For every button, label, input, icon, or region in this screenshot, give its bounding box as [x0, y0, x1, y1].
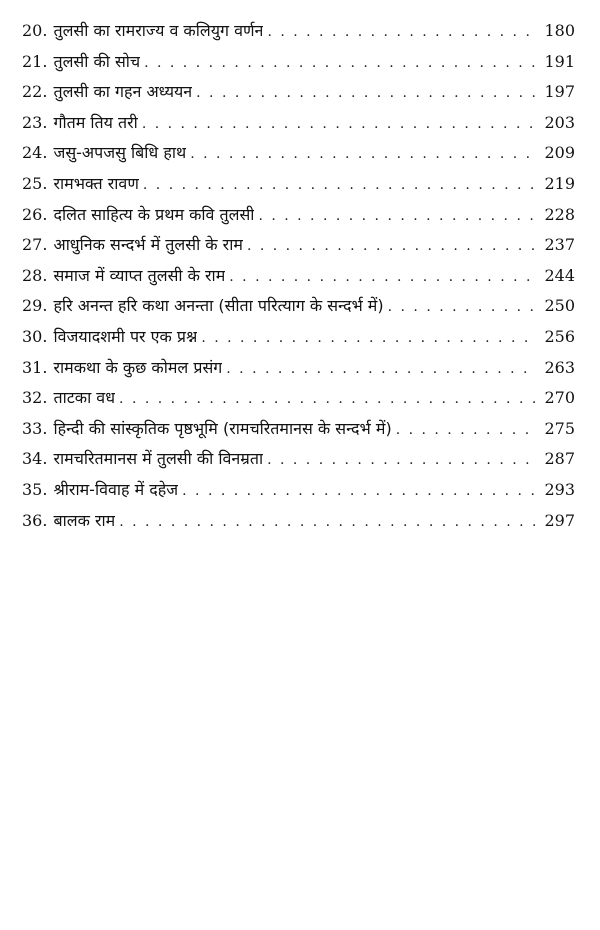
- toc-entry-35: [22, 475, 575, 506]
- toc-entry-page: 270: [544, 388, 575, 408]
- toc-dot-leader: [392, 415, 535, 445]
- toc-entry-title: हिन्दी की सांस्कृतिक पृष्ठभूमि (रामचरितमानस के सन्दर्भ में): [53, 418, 392, 438]
- toc-entry-title: रामचरितमानस में तुलसी की विनम्रता: [53, 449, 264, 469]
- toc-entry-26: [22, 200, 575, 231]
- toc-entry-page: 287: [544, 449, 575, 469]
- toc-entry-31: [22, 353, 575, 384]
- toc-dot-leader: [384, 292, 535, 322]
- toc-entry-page: 263: [544, 357, 575, 377]
- toc-dot-leader: [192, 78, 535, 108]
- toc-entry-title: जसु-अपजसु बिधि हाथ: [53, 143, 187, 163]
- toc-entry-title: तुलसी का रामराज्य व कलियुग वर्णन: [53, 21, 264, 40]
- toc-entry-20: [22, 16, 575, 47]
- toc-entry-page: 293: [544, 479, 575, 499]
- toc-entry-number: 32.: [22, 388, 48, 408]
- toc-dot-leader: [254, 201, 535, 231]
- toc-entry-number: 23.: [22, 112, 48, 132]
- toc-entry-title: समाज में व्याप्त तुलसी के राम: [53, 265, 226, 285]
- toc-entry-page: 297: [544, 510, 575, 530]
- toc-dot-leader: [115, 507, 535, 537]
- toc-dot-leader: [225, 262, 535, 292]
- toc-entry-title: विजयादशमी पर एक प्रश्न: [53, 326, 198, 346]
- toc-entry-page: 237: [544, 235, 575, 255]
- toc-entry-number: 24.: [22, 143, 48, 163]
- toc-dot-leader: [115, 384, 535, 414]
- toc-dot-leader: [140, 48, 535, 78]
- toc-entry-27: [22, 230, 575, 261]
- toc-entry-32: [22, 383, 575, 414]
- toc-entry-number: 29.: [22, 296, 48, 316]
- toc-entry-title: गौतम तिय तरी: [53, 112, 138, 132]
- toc-entry-number: 36.: [22, 510, 48, 530]
- toc-dot-leader: [178, 476, 535, 506]
- toc-entry-page: 275: [544, 418, 575, 438]
- toc-dot-leader: [139, 170, 535, 200]
- toc-entry-page: 197: [544, 82, 575, 102]
- toc-entry-page: 244: [544, 265, 575, 285]
- toc-dot-leader: [222, 354, 535, 384]
- toc-entry-title: आधुनिक सन्दर्भ में तुलसी के राम: [53, 235, 243, 255]
- toc-entry-page: 180: [544, 21, 575, 40]
- toc-entry-25: [22, 169, 575, 200]
- toc-entry-title: रामकथा के कुछ कोमल प्रसंग: [53, 357, 223, 377]
- toc-entry-number: 31.: [22, 357, 48, 377]
- toc-entry-number: 35.: [22, 479, 48, 499]
- toc-entry-30: [22, 322, 575, 353]
- toc-entry-number: 25.: [22, 173, 48, 193]
- toc-entry-page: 203: [544, 112, 575, 132]
- toc-entry-29: [22, 291, 575, 322]
- toc-dot-leader: [138, 109, 535, 139]
- toc-entry-23: [22, 108, 575, 139]
- toc-entry-title: हरि अनन्त हरि कथा अनन्ता (सीता परित्याग के सन्दर्भ में): [53, 296, 384, 316]
- toc-entry-28: [22, 261, 575, 292]
- toc-entry-page: 219: [544, 173, 575, 193]
- toc-entry-33: [22, 414, 575, 445]
- toc-entry-page: 256: [544, 326, 575, 346]
- table-of-contents: [22, 16, 575, 536]
- toc-entry-page: 250: [544, 296, 575, 316]
- toc-entry-page: 228: [544, 204, 575, 224]
- toc-entry-title: रामभक्त रावण: [53, 173, 139, 193]
- toc-entry-24: [22, 138, 575, 169]
- toc-entry-22: [22, 77, 575, 108]
- toc-entry-number: 26.: [22, 204, 48, 224]
- toc-dot-leader: [263, 445, 535, 475]
- toc-entry-21: [22, 47, 575, 78]
- toc-dot-leader: [243, 231, 535, 261]
- toc-entry-number: 30.: [22, 326, 48, 346]
- toc-entry-title: बालक राम: [53, 510, 116, 530]
- toc-dot-leader: [197, 323, 535, 353]
- toc-entry-number: 33.: [22, 418, 48, 438]
- toc-entry-number: 21.: [22, 51, 48, 71]
- toc-entry-title: तुलसी का गहन अध्ययन: [53, 82, 193, 102]
- toc-entry-title: ताटका वध: [53, 388, 116, 408]
- toc-entry-page: 209: [544, 143, 575, 163]
- toc-dot-leader: [263, 17, 535, 47]
- toc-entry-title: दलित साहित्य के प्रथम कवि तुलसी: [53, 204, 255, 224]
- toc-entry-number: 28.: [22, 265, 48, 285]
- toc-dot-leader: [186, 139, 535, 169]
- toc-entry-number: 22.: [22, 82, 48, 102]
- toc-entry-number: 27.: [22, 235, 48, 255]
- toc-entry-36: [22, 506, 575, 537]
- toc-entry-number: 20.: [22, 21, 48, 40]
- toc-entry-number: 34.: [22, 449, 48, 469]
- toc-entry-34: [22, 444, 575, 475]
- toc-entry-title: तुलसी की सोच: [53, 51, 141, 71]
- toc-entry-title: श्रीराम-विवाह में दहेज: [53, 479, 179, 499]
- toc-entry-page: 191: [544, 51, 575, 71]
